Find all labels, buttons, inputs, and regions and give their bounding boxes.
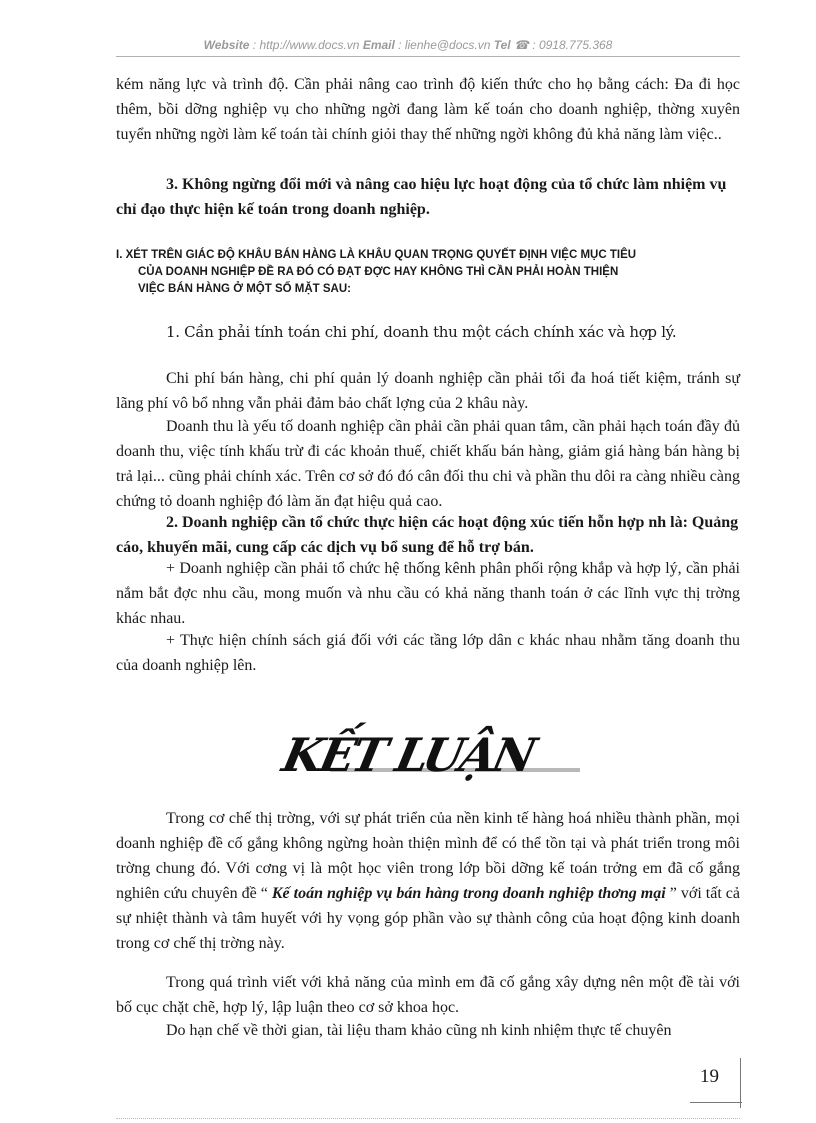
thesis-title: Kế toán nghiệp vụ bán hàng trong doanh nghiệp thơng mại [271, 885, 666, 902]
page-header [0, 38, 816, 52]
header-divider [116, 56, 740, 57]
website-label: Website [203, 38, 250, 52]
paragraph-8: Do hạn chế về thời gian, tài liệu tham khảo cũng nh kinh nhiệm thực tế chuyên [166, 1022, 672, 1039]
website-value: : http://www.docs.vn [249, 38, 363, 52]
page-number-border-horizontal [690, 1102, 742, 1103]
page-number-border-vertical [740, 1058, 741, 1108]
heading-2: 2. Doanh nghiệp cần tổ chức thực hiện các hoạt động xúc tiến hỗn hợp nh là: Quảng cáo, khuyến mãi, cung cấp các dịch vụ bổ sung để hỗ trợ bán. [116, 514, 739, 556]
heading-3: 3. Không ngừng đổi mới và nâng cao hiệu lực hoạt động của tổ chức làm nhiệm vụ chỉ đạo thực hiện kế toán trong doanh nghiệp. [116, 176, 727, 218]
paragraph-2: Chi phí bán hàng, chi phí quản lý doanh nghiệp cần phải tối đa hoá tiết kiệm, tránh sự lãng phí vô bổ nhng vẫn phải đảm bảo chất lợng của 2 khâu này. [116, 370, 740, 412]
paragraph-6-text-a: Trong cơ chế thị trờng, với sự phát triển của nền kinh tế hàng hoá nhiều thành phần, mọi doanh nghiệp đề cố gắng không ngừng hoàn thiện mình để có thể tồn tại và phát triển trong môi trờng chung đó. Với cơng vị là một học viên trong lớp bồi dỡng kế toán trởng em đã cố gắng nghiên cứu chuyên đề “ [116, 810, 740, 902]
footer-divider [116, 1118, 740, 1119]
paragraph-6-text-b: ” với tất cả sự nhiệt thành và tâm huyết với hy vọng góp phần vào sự thành công của hoạt động kinh doanh trong cơ chế thị trờng này. [116, 885, 741, 952]
paragraph-6 [116, 806, 740, 956]
caps-line-2: CỦA DOANH NGHIỆP ĐỀ RA ĐÓ CÓ ĐẠT ĐỢC HAY KHÔNG THÌ CẦN PHẢI HOÀN THIỆN [138, 266, 619, 278]
conclusion-title: KẾT LUẬN [277, 728, 539, 782]
paragraph-5: + Thực hiện chính sách giá đối với các tầng lớp dân c khác nhau nhằm tăng doanh thu của doanh nghiệp lên. [116, 632, 740, 674]
paragraph-7: Trong quá trình viết với khả năng của mình em đã cố gắng xây dựng nên một đề tài với bố cục chặt chẽ, hợp lý, lập luận theo cơ sở khoa học. [116, 974, 740, 1016]
page-number: 19 [700, 1066, 719, 1087]
paragraph-1: kém năng lực và trình độ. Cần phải nâng cao trình độ kiến thức cho họ bằng cách: Đa đi học thêm, bồi dỡng nghiệp vụ cho những ngời đang làm kế toán cho doanh nghiệp, thờng xuyên tuyển những ngời làm kế toán tài chính giỏi thay thế những ngời không đủ khả năng làm việc.. [116, 76, 740, 143]
heading-1: 1. Cần phải tính toán chi phí, doanh thu một cách chính xác và hợp lý. [166, 323, 677, 341]
tel-label: Tel [493, 38, 511, 52]
paragraph-3: Doanh thu là yếu tố doanh nghiệp cần phải cần phải quan tâm, cần phải hạch toán đầy đủ doanh thu, việc tính khấu trừ đi các khoản thuế, chiết khấu bán hàng, giảm giá hàng bán hàng bị trả lại... cũng phải chính xác. Trên cơ sở đó đó cân đối thu chi và phần thu dôi ra càng nhiều càng chứng tỏ doanh nghiệp đó làm ăn đạt hiệu quả cao. [116, 418, 740, 510]
tel-value: ☎ : 0918.775.368 [510, 38, 613, 52]
section-heading-caps [116, 247, 740, 298]
paragraph-4: + Doanh nghiệp cần phải tổ chức hệ thống kênh phân phối rộng khắp và hợp lý, cần phải nắm bắt đợc nhu cầu, mong muốn và nhu cầu có khả năng thanh toán ở các lĩnh vực thị trờng khác nhau. [116, 560, 740, 627]
caps-line-1: I. XÉT TRÊN GIÁC ĐỘ KHÂU BÁN HÀNG LÀ KHÂU QUAN TRỌNG QUYẾT ĐỊNH VIỆC MỤC TIÊU [116, 249, 637, 261]
email-value: : lienhe@docs.vn [394, 38, 494, 52]
email-label: Email [362, 38, 395, 52]
caps-line-3: VIỆC BÁN HÀNG Ở MỘT SỐ MẶT SAU: [138, 283, 351, 295]
